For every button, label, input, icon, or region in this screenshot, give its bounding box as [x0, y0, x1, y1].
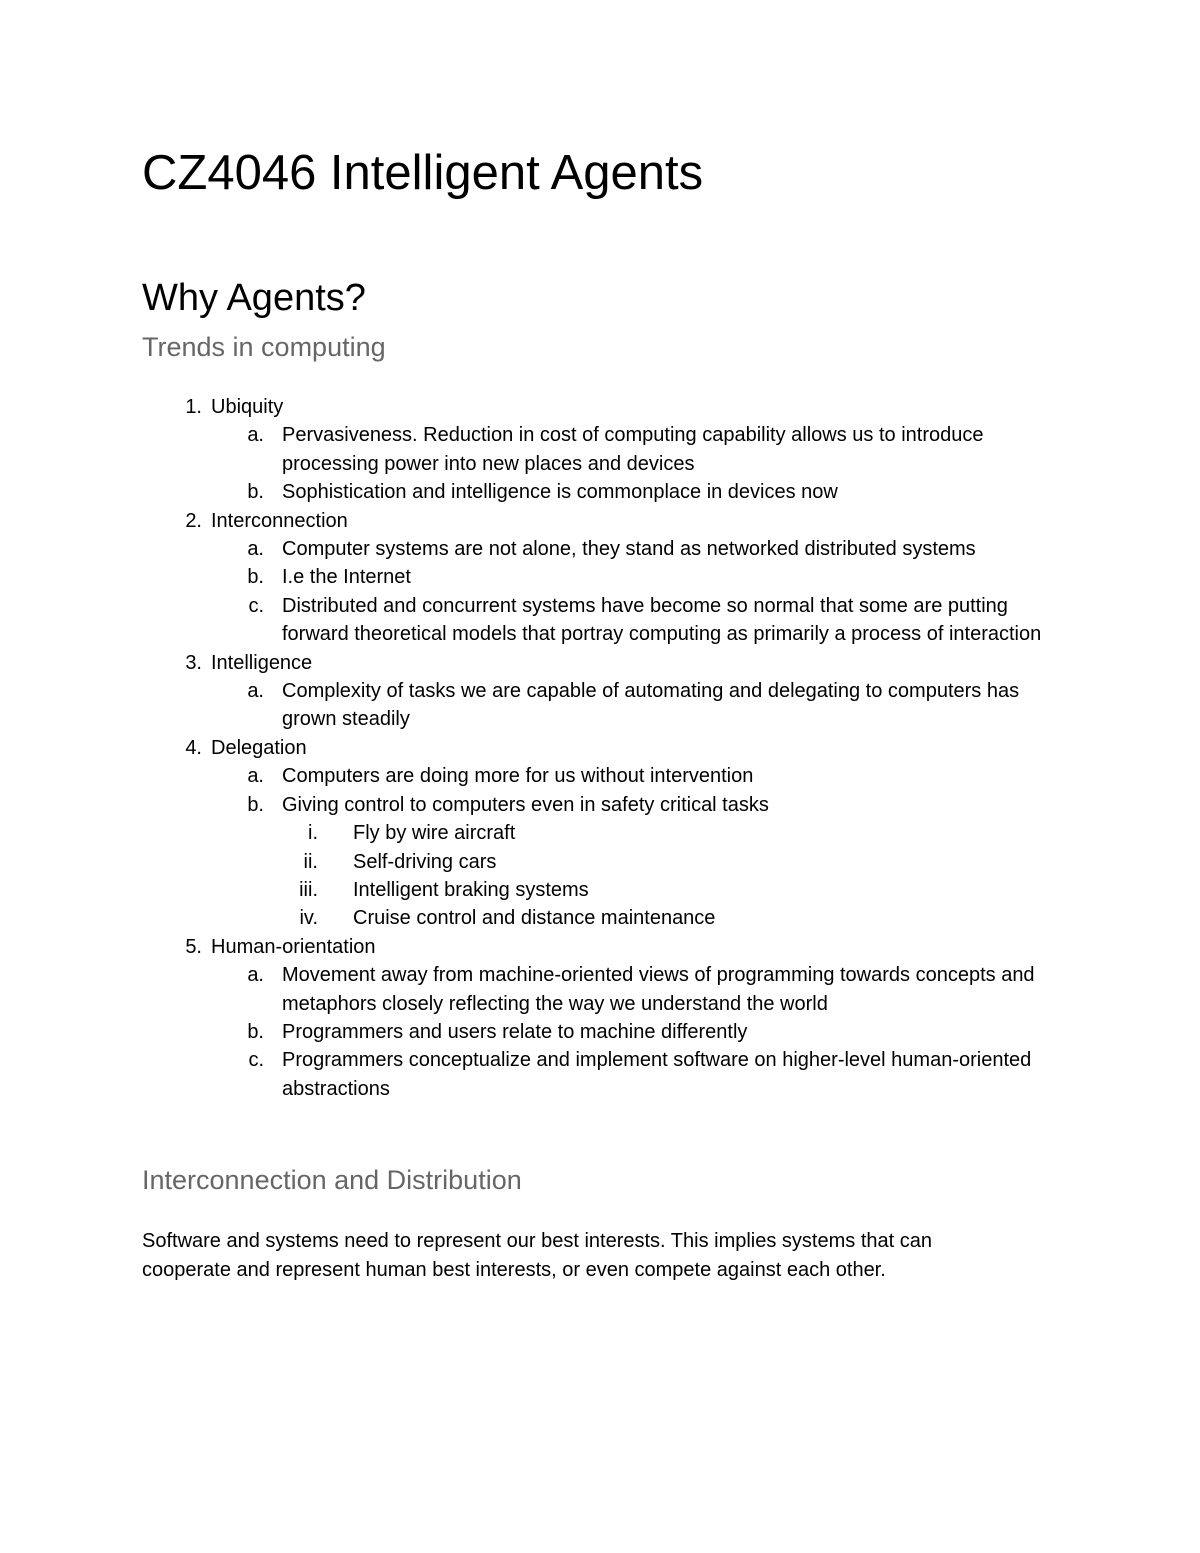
list-item — [142, 762, 1062, 790]
list-marker: i. — [308, 822, 318, 845]
list-item — [142, 507, 1062, 535]
list-item — [142, 1046, 1062, 1103]
list-marker: iv. — [299, 907, 318, 930]
subheading-interconnection-and-distribution: Interconnection and Distribution — [142, 1165, 522, 1195]
list-item-text: Sophistication and intelligence is commonplace in devices now — [282, 481, 838, 504]
list-item-text: Computer systems are not alone, they stand as networked distributed systems — [282, 538, 976, 561]
list-marker: a. — [247, 538, 264, 561]
list-marker: c. — [248, 1049, 264, 1072]
list-marker: a. — [247, 424, 264, 447]
list-marker: a. — [247, 680, 264, 703]
list-item — [142, 791, 1062, 819]
list-item — [142, 563, 1062, 591]
list-item-text: Self-driving cars — [353, 850, 497, 873]
list-item-text: I.e the Internet — [282, 566, 411, 589]
list-marker: c. — [248, 594, 264, 617]
list-item-text: Pervasiveness. Reduction in cost of computing capability allows us to introduce processing power into new places and devices — [282, 424, 984, 475]
list-item — [142, 876, 1062, 904]
list-item — [142, 734, 1062, 762]
list-marker: b. — [247, 481, 264, 504]
list-item-text: Fly by wire aircraft — [353, 822, 516, 845]
list-item — [142, 961, 1062, 1018]
list-marker: b. — [247, 566, 264, 589]
list-item — [142, 592, 1062, 649]
trends-outline-list — [142, 393, 1062, 1103]
list-item — [142, 933, 1062, 961]
list-item — [142, 848, 1062, 876]
list-item-text: Programmers and users relate to machine differently — [282, 1020, 748, 1043]
section-heading-why-agents: Why Agents? — [142, 277, 366, 319]
list-item — [142, 904, 1062, 932]
subheading-trends-in-computing: Trends in computing — [142, 332, 386, 362]
list-marker: a. — [247, 765, 264, 788]
list-item-text: Complexity of tasks we are capable of automating and delegating to computers has grown steadily — [282, 680, 1020, 731]
list-item — [142, 393, 1062, 421]
list-marker: 5. — [185, 935, 202, 958]
list-item-text: Movement away from machine-oriented views of programming towards concepts and metaphors closely reflecting the way we understand the world — [282, 964, 1035, 1015]
list-item — [142, 421, 1062, 478]
list-marker: iii. — [299, 878, 318, 901]
list-item-text: Programmers conceptualize and implement software on higher-level human-oriented abstractions — [282, 1049, 1032, 1100]
list-item — [142, 478, 1062, 506]
list-marker: 3. — [185, 651, 202, 674]
list-item — [142, 649, 1062, 677]
list-item-text: Ubiquity — [211, 396, 284, 418]
list-marker: 2. — [185, 509, 202, 532]
list-item-text: Giving control to computers even in safety critical tasks — [282, 793, 769, 816]
list-marker: a. — [247, 964, 264, 987]
list-item-text: Intelligent braking systems — [353, 878, 589, 901]
list-item — [142, 1018, 1062, 1046]
list-marker: 1. — [185, 396, 202, 418]
list-item-text: Cruise control and distance maintenance — [353, 907, 716, 930]
list-item — [142, 819, 1062, 847]
document-title: CZ4046 Intelligent Agents — [142, 146, 704, 200]
list-item-text: Distributed and concurrent systems have become so normal that some are putting forward theoretical models that portray computing as primarily a process of interaction — [282, 594, 1042, 646]
list-item-text: Interconnection — [211, 509, 348, 532]
list-marker: 4. — [185, 736, 202, 759]
list-marker: ii. — [303, 850, 318, 873]
list-item-text: Human-orientation — [211, 935, 376, 958]
list-item — [142, 677, 1062, 734]
body-paragraph: Software and systems need to represent our best interests. This implies systems that can cooperate and represent human best interests, or even compete against each other. — [142, 1230, 932, 1281]
list-marker: b. — [247, 793, 264, 816]
list-item-text: Delegation — [211, 736, 307, 759]
list-item — [142, 535, 1062, 563]
list-marker: b. — [247, 1020, 264, 1043]
list-item-text: Intelligence — [211, 651, 313, 674]
list-item-text: Computers are doing more for us without intervention — [282, 765, 754, 788]
